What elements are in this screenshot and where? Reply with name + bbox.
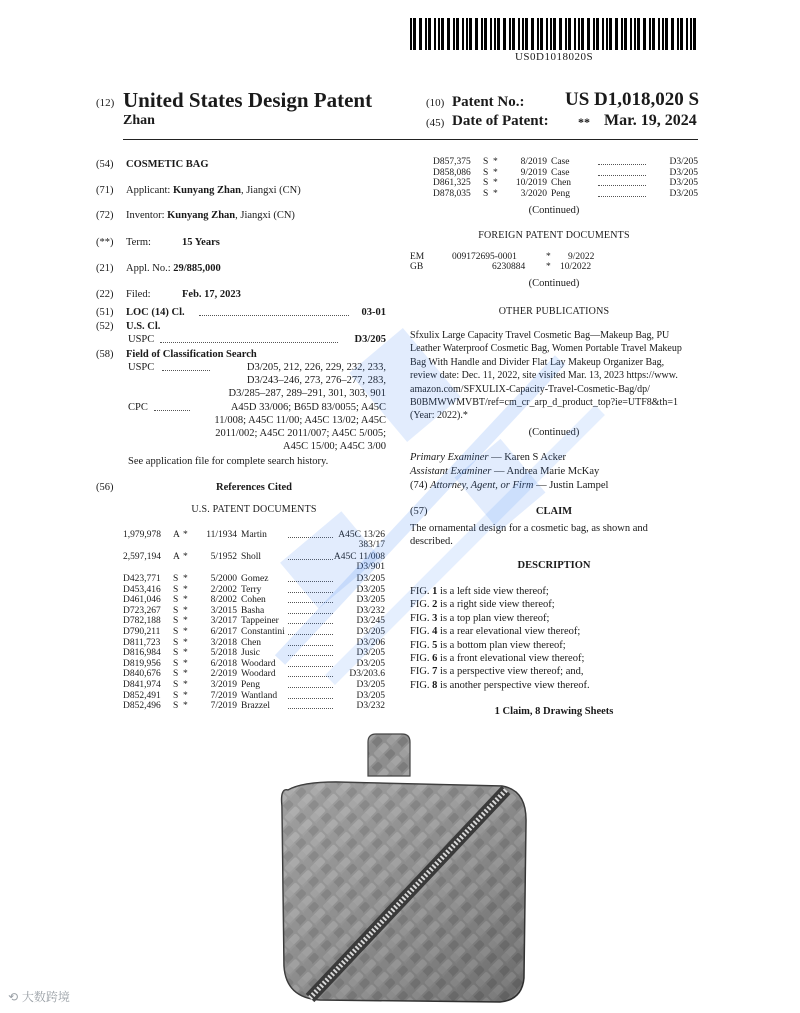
attorney: (74) Attorney, Agent, or Firm — Justin Lampel <box>410 480 609 491</box>
applicant-name: Kunyang Zhan <box>172 185 241 196</box>
inventor-surname: Zhan <box>123 113 155 128</box>
claim-code: (57) <box>410 506 428 517</box>
continued-1: (Continued) <box>528 205 580 216</box>
field-56-code: (56) <box>96 482 114 493</box>
us-patent-documents-title: U.S. PATENT DOCUMENTS <box>191 504 317 515</box>
application-number: 29/885,000 <box>173 263 221 274</box>
kind-code-12: (12) <box>96 97 115 109</box>
code-45: (45) <box>426 117 445 129</box>
inventor-name: Kunyang Zhan <box>167 210 236 221</box>
patent-date: Mar. 19, 2024 <box>604 112 697 129</box>
figure-description: FIG. 2 is a right side view thereof; <box>410 599 555 611</box>
description-title: DESCRIPTION <box>517 560 591 571</box>
field-52: (52) U.S. Cl. <box>96 321 161 332</box>
field-term: (**) Term: 15 Years <box>96 237 220 248</box>
header-rule <box>123 139 698 140</box>
figure-description: FIG. 8 is another perspective view thereof. <box>410 679 590 691</box>
invention-title: COSMETIC BAG <box>126 159 209 170</box>
patent-no-label: Patent No.: <box>452 94 525 110</box>
claim-title: CLAIM <box>535 506 573 517</box>
barcode-number: US0D1018020S <box>514 51 594 63</box>
date-of-patent-label: Date of Patent: <box>452 113 549 129</box>
filed-date: Feb. 17, 2023 <box>182 289 241 300</box>
search-history-note: See application file for complete search history. <box>128 456 329 467</box>
field-58-uspc: USPC D3/205, 212, 226, 229, 232, 233, D3/243–246, 273, 276–277, 283, D3/285–287, 289–291, 301, 303, 901 <box>128 362 386 399</box>
figure-description: FIG. 6 is a front elevational view thereof; <box>410 653 585 665</box>
foreign-ref-row: GB 6230884 * 10/2022 <box>410 262 592 272</box>
cosmetic-bag-illustration <box>270 728 540 1013</box>
assistant-examiner: Assistant Examiner — Andrea Marie McKay <box>410 466 600 477</box>
continued-3: (Continued) <box>528 427 580 438</box>
field-54: (54) COSMETIC BAG <box>96 159 209 170</box>
barcode <box>410 18 698 50</box>
field-51: (51) LOC (14) Cl. 03-01 <box>96 307 386 318</box>
field-71: (71) Applicant: Kunyang Zhan, Jiangxi (CN) <box>96 185 301 196</box>
logo-icon: ⟲ <box>8 990 19 1004</box>
figure-description: FIG. 7 is a perspective view thereof; and, <box>410 666 584 678</box>
code-10: (10) <box>426 97 445 109</box>
site-logo: ⟲ 大数跨境 <box>8 990 70 1004</box>
other-publication-citation: Sfxulix Large Capacity Travel Cosmetic Bag—Makeup Bag, PU Leather Waterproof Cosmetic Bag, Women Portable Travel Makeup Bag With Handle and Divider Flat Lay Makeup Organizer Bag, review date: Dec. 11, 2022, site visited Mar. 13, 2023 https://www. amazon.com/SFXULIX-Capacity-Travel-Cosmetic-Bag/dp/ B0BMWWMVBT/ref=cm_cr_arp_d_product_top?ie=UTF8&th=1 (Year: 2022).* <box>410 330 682 422</box>
field-58-cpc: CPC A45D 33/006; B65D 83/0055; A45C 11/008; A45C 11/00; A45C 13/02; A45C 2011/002; A45C 2011/007; A45C 5/005; A45C 15/00; A45C 3/00 <box>128 402 386 452</box>
other-publications-title: OTHER PUBLICATIONS <box>498 306 610 317</box>
patent-type-title: United States Design Patent <box>123 88 373 112</box>
figure-description: FIG. 3 is a top plan view thereof; <box>410 612 550 624</box>
foreign-patent-documents-title: FOREIGN PATENT DOCUMENTS <box>478 230 630 241</box>
foreign-ref-row: EM 009172695-0001 * 9/2022 <box>410 252 595 262</box>
figure-descriptions <box>410 585 590 692</box>
primary-examiner: Primary Examiner — Karen S Acker <box>410 452 567 463</box>
references-cited-title: References Cited <box>216 482 292 493</box>
field-21: (21) Appl. No.: 29/885,000 <box>96 263 221 274</box>
field-22: (22) Filed: Feb. 17, 2023 <box>96 289 241 300</box>
field-58: (58) Field of Classification Search <box>96 349 257 360</box>
field-52-uspc: USPC D3/205 <box>128 334 386 345</box>
continued-2: (Continued) <box>528 278 580 289</box>
patent-number: US D1,018,020 S <box>565 89 700 110</box>
claims-sheets-summary: 1 Claim, 8 Drawing Sheets <box>494 706 614 717</box>
figure-description: FIG. 1 is a left side view thereof; <box>410 586 549 597</box>
figure-description: FIG. 4 is a rear elevational view thereof; <box>410 626 581 638</box>
figure-description: FIG. 5 is a bottom plan view thereof; <box>410 639 566 651</box>
field-72: (72) Inventor: Kunyang Zhan, Jiangxi (CN) <box>96 210 295 221</box>
date-stars: ** <box>578 115 590 129</box>
claim-text: The ornamental design for a cosmetic bag, as shown and described. <box>410 523 648 547</box>
